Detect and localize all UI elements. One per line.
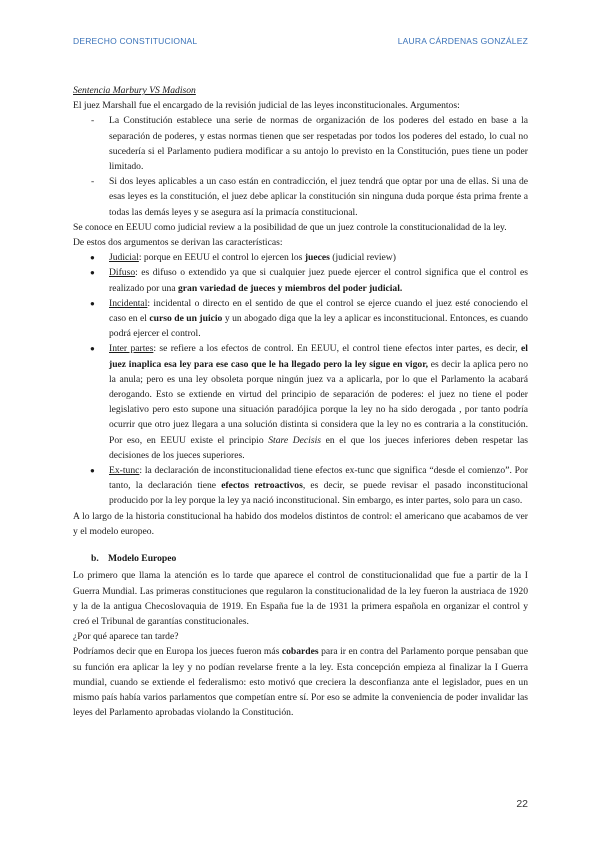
header-course-title: DERECHO CONSTITUCIONAL [73,36,198,46]
characteristic-ex-tunc: ● Ex-tunc: la declaración de inconstitucionalidad tiene efectos ex-tunc que significa “desde el comienzo”. Por tanto, la declaración tiene efectos retroactivos, es decir, se puede revisar el pasado inconstitucional producido por la ley porque la ley ya nació inconstitucional. Sin embargo, es inter partes, solo para un caso. [90,465,528,507]
characteristic-inter-partes: ● Inter partes: se refiere a los efectos de control. En EEUU, el control tiene efectos inter partes, es decir, el juez inaplica esa ley para ese caso que le ha llegado pero la ley sigue en vigor, es decir la aplica pero no la anula; pero es una ley obsoleta porque ningún juez va a aplicarla, por lo que el Parlamento la acabará derogando. Esto se extiende en virtud del principio de separación de poderes: el juez no tiene el poder legislativo pero esto supone una situación paradójica porque la ley no ha sido derogada , por tanto podría ocurrir que otro juez llegara a una solución distinta si considera que la ley no es contraria a la constitución. Por eso, en EEUU existe el principio Stare Decisis en el que los jueces inferiores deben respetar las decisiones de los jueces superiores. [90,343,529,461]
argument-item: - La Constitución establece una serie de normas de organización de los poderes del estado en base a la separación de poderes, y estas normas tienen que ser respetadas por todos los poderes del estado, lo cual no sucedería si el Parlamento pudiera modificar a su antojo lo previsto en la Constitución, pues tiene un poder limitado. [91,115,528,173]
judicial-review-paragraph: Se conoce en EEUU como judicial review a la posibilidad de que un juez controle la constitucionalidad de la ley. [73,221,507,233]
characteristic-incidental: ● Incidental: incidental o directo en el sentido de que el control se ejerce cuando el juez esté conociendo el caso en el curso de un juicio y un abogado diga que la ley a aplicar es inconstitucional. Entonces, es cuando podrá ejercer el control. [90,297,528,340]
bullet-icon: ● [90,344,95,354]
characteristic-judicial: ● Judicial: porque en EEUU el control lo ejercen los jueces (judicial review) [73,250,528,265]
argument-item: - Si dos leyes aplicables a un caso están en contradicción, el juez tendrá que optar por una de ellas. Si una de esas leyes es la constitución, el juez debe aplicar la constitución sin ninguna duda porque ésta prima frente a todas las demás leyes y se asegura así la primacía constitucional. [91,176,528,218]
page-body [73,83,528,720]
bullet-icon: ● [90,268,95,278]
europe-paragraph-1: Lo primero que llama la atención es lo tarde que aparece el control de constitucionalidad que fue a partir de la I Guerra Mundial. Las primeras constituciones que regularon la constitucionalidad de la ley fueron la austriaca de 1920 y la de la antigua Checoslovaquia de 1919. En España fue la de 1931 la primera española en organizar el control y creó el Tribunal de garantías constitucionales. [73,570,528,627]
page-number: 22 [516,798,528,810]
intro-paragraph: El juez Marshall fue el encargado de la revisión judicial de las leyes inconstitucionales. Argumentos: [73,100,460,112]
section-european-model [73,551,528,720]
bullet-icon: ● [90,466,95,476]
case-title: Sentencia Marbury VS Madison [73,85,196,96]
characteristic-difuso: ● Difuso: es difuso o extendido ya que si cualquier juez puede ejercer el control significa que el control es realizado por una gran variedad de jueces y miembros del poder judicial. [90,267,528,294]
europe-paragraph-2: Podríamos decir que en Europa los jueces fueron más cobardes para ir en contra del Parlamento porque pensaban que su función era aplicar la ley y no podían revelarse frente a la ley. Esta concepción empieza al finalizar la I Guerra mundial, cuando se extiende el federalismo: esto motivó que creciera la desconfianza ante el legislador, pues en un mismo país había varios parlamentos que competían entre sí. Por eso se admite la conveniencia de poder invalidar las leyes del Parlamento aprobadas violando la Constitución. [73,646,528,719]
question-line: ¿Por qué aparece tan tarde? [73,631,179,643]
bullet-icon: ● [90,298,95,308]
models-paragraph: A lo largo de la historia constitucional ha habido dos modelos distintos de control: el americano que acabamos de ver y el modelo europeo. [73,510,528,537]
argument-list [73,113,528,219]
characteristics-list [73,250,528,508]
header-author-name: LAURA CÁRDENAS GONZÁLEZ [397,36,528,46]
characteristics-intro: De estos dos argumentos se derivan las características: [73,237,283,249]
section-heading: b. Modelo Europeo [91,553,177,565]
bullet-icon: ● [90,253,95,263]
